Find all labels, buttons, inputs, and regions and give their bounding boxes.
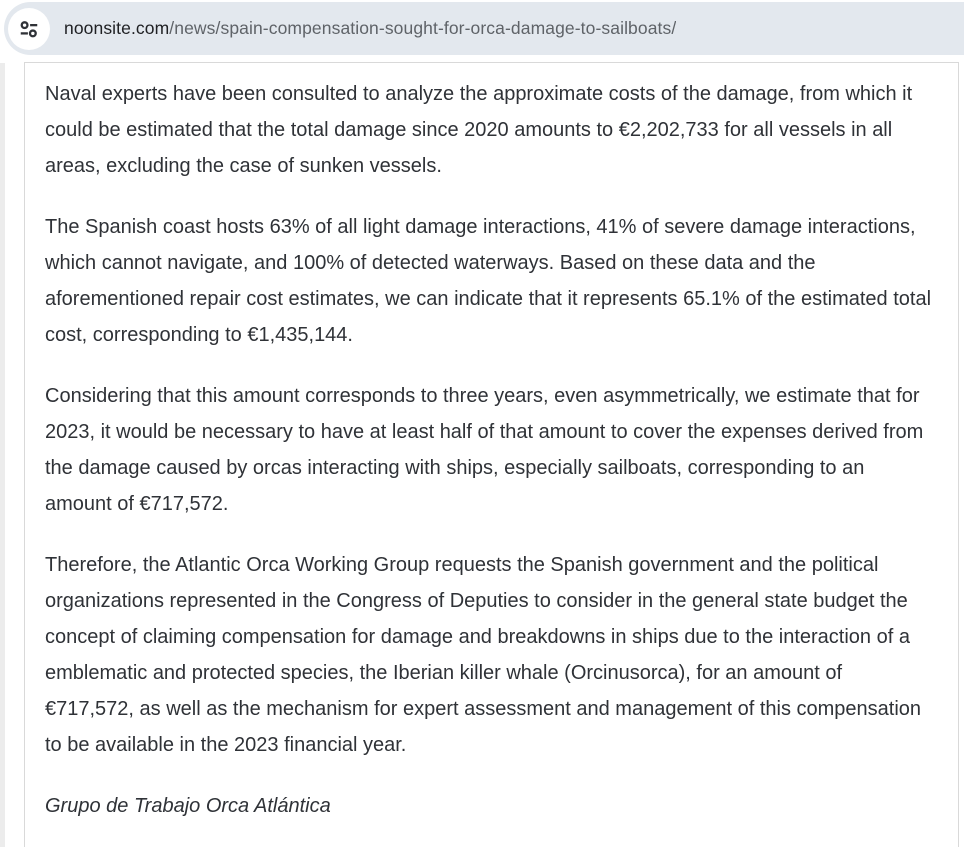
article-content xyxy=(24,62,959,847)
article-paragraph: Therefore, the Atlantic Orca Working Group requests the Spanish government and the political organizations represented in the Congress of Deputies to consider in the general state budget the concept of claiming compensation for damage and breakdowns in ships due to the interaction of a emblematic and protected species, the Iberian killer whale (Orcinusorca), for an amount of €717,572, as well as the mechanism for expert assessment and management of this compensation to be available in the 2023 financial year. xyxy=(45,554,922,756)
page-edge-strip xyxy=(0,63,5,847)
site-info-button[interactable] xyxy=(8,8,50,50)
url-text[interactable] xyxy=(64,18,676,39)
url-path: /news/spain-compensation-sought-for-orca-damage-to-sailboats/ xyxy=(169,18,677,38)
article-paragraph: Naval experts have been consulted to analyze the approximate costs of the damage, from which it could be estimated that the total damage since 2020 amounts to €2,202,733 for all vessels in all areas, excluding the case of sunken vessels. xyxy=(45,83,913,177)
url-domain: noonsite.com xyxy=(64,18,170,38)
article-paragraph: The Spanish coast hosts 63% of all light damage interactions, 41% of severe damage interactions, which cannot navigate, and 100% of detected waterways. Based on these data and the aforementioned repair cost estimates, we can indicate that it represents 65.1% of the estimated total cost, corresponding to €1,435,144. xyxy=(45,216,932,346)
article-paragraph: Considering that this amount corresponds to three years, even asymmetrically, we estimate that for 2023, it would be necessary to have at least half of that amount to cover the expenses derived from the damage caused by orcas interacting with ships, especially sailboats, corresponding to an amount of €717,572. xyxy=(45,385,924,515)
address-bar[interactable] xyxy=(4,2,964,55)
site-permissions-icon xyxy=(18,18,40,40)
article-signature: Grupo de Trabajo Orca Atlántica xyxy=(45,795,331,817)
